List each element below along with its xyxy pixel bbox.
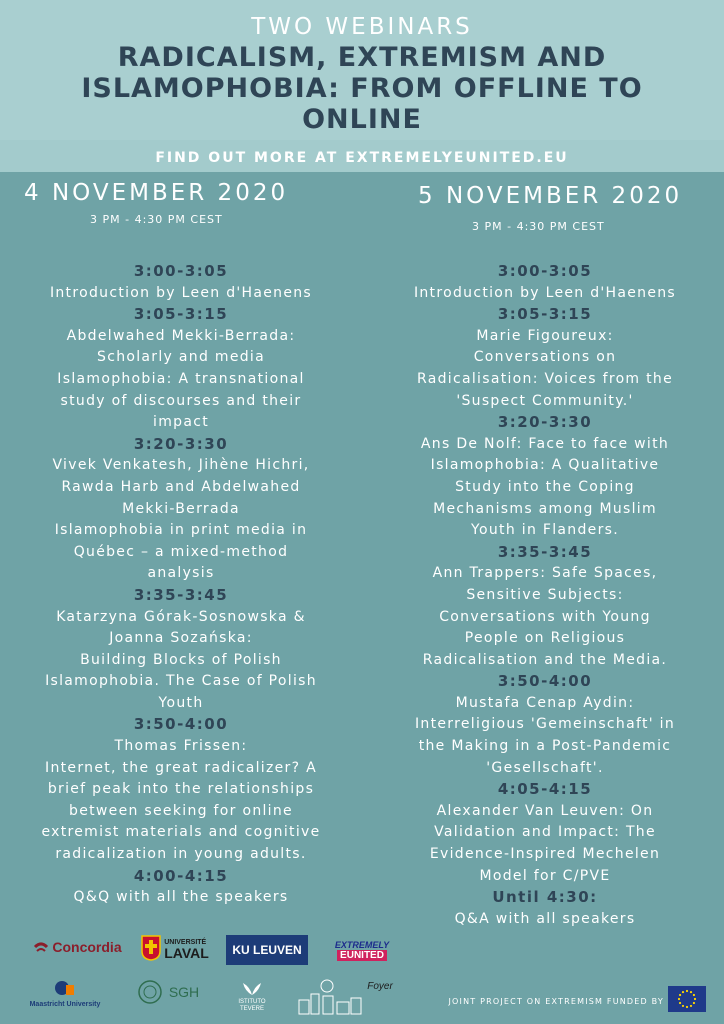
program-item <box>8 434 354 585</box>
program-line: Model for C/PVE <box>479 867 611 884</box>
program-item <box>372 671 718 779</box>
eu-bottom: EUNITED <box>337 950 387 961</box>
concordia-text: Concordia <box>52 939 122 955</box>
concordia-logo <box>30 933 125 961</box>
program-line: radicalization in young adults. <box>55 846 307 863</box>
foyer-text: Foyer <box>367 981 393 992</box>
eu-star <box>686 1006 688 1008</box>
program-line: Islamophobia: A Qualitative <box>430 457 660 474</box>
program-time: 4:00-4:15 <box>133 866 229 885</box>
program-line: the Making in a Post-Pandemic <box>418 738 672 755</box>
laval-logo <box>137 931 213 965</box>
program-line: Introduction by Leen d'Haenens <box>413 284 677 301</box>
program-line: Study into the Coping <box>455 478 635 495</box>
program-line: Q&Q with all the speakers <box>73 889 289 906</box>
eu-star <box>693 1002 695 1004</box>
day2-date: 5 NOVEMBER 2020 <box>418 183 683 209</box>
day1-date: 4 NOVEMBER 2020 <box>24 180 289 206</box>
eu-star <box>693 994 695 996</box>
day1-time-wrap <box>90 213 223 226</box>
program-line: Sensitive Subjects: <box>466 586 624 603</box>
program-time: 3:00-3:05 <box>497 262 593 280</box>
maastricht-logo <box>20 971 110 1015</box>
program-line: Vivek Venkatesh, Jihène Hichri, <box>52 457 310 474</box>
ku-leuven-logo <box>226 935 308 965</box>
concordia-icon <box>33 939 49 955</box>
eu-star <box>690 991 692 993</box>
maastricht-icon <box>55 979 75 997</box>
program-time: Until 4:30: <box>492 888 598 907</box>
title-line: ONLINE <box>302 104 422 135</box>
program-time: 4:05-4:15 <box>497 780 593 799</box>
program-line: Conversations with Young <box>439 608 651 625</box>
program-line: Alexander Van Leuven: On <box>436 802 654 819</box>
laval-top: UNIVERSITÉ <box>164 939 207 946</box>
program-time: 3:50-4:00 <box>133 715 229 734</box>
program-time: 3:20-3:30 <box>497 413 593 432</box>
program-line: Ans De Nolf: Face to face with <box>420 435 670 452</box>
program-line: Thomas Frissen: <box>114 738 248 755</box>
program-line: Joanna Sozańska: <box>109 630 253 647</box>
program-line: Rawda Harb and Abdelwahed <box>61 478 301 495</box>
sgh-logo <box>132 977 204 1007</box>
program-line: Radicalisation and the Media. <box>422 651 668 668</box>
program-line: Québec – a mixed-method <box>73 543 289 560</box>
program-line: Islamophobia in print media in <box>54 522 308 539</box>
program-line: Internet, the great radicalizer? A <box>45 759 317 776</box>
laval-bottom: LAVAL <box>164 945 209 961</box>
program-item <box>372 887 718 930</box>
program-time: 3:35-3:45 <box>497 542 593 561</box>
program-time: 3:05-3:15 <box>133 305 229 324</box>
eu-star <box>679 994 681 996</box>
sgh-seal-icon <box>137 979 163 1005</box>
ku-leuven-text: KU LEUVEN <box>232 943 302 957</box>
program-line: Ann Trappers: Safe Spaces, <box>432 565 658 582</box>
kicker: TWO WEBINARS <box>251 14 473 40</box>
program-item <box>8 261 354 304</box>
foyer-logo <box>290 977 400 1017</box>
eu-star <box>686 990 688 992</box>
program-line: Youth <box>158 694 204 711</box>
program-line: Marie Figoureux: <box>476 327 614 344</box>
day1-header <box>24 180 288 206</box>
program-item <box>8 714 354 865</box>
program-item <box>372 261 718 304</box>
program-time: 3:35-3:45 <box>133 585 229 604</box>
program-line: brief peak into the relationships <box>47 781 315 798</box>
laval-crest-icon <box>141 935 161 961</box>
eu-star <box>690 1005 692 1007</box>
program-line: Mustafa Cenap Aydin: <box>455 694 635 711</box>
program-line: Introduction by Leen d'Haenens <box>49 284 313 301</box>
program-line: Mekki-Berrada <box>122 500 240 517</box>
day1-program <box>8 261 354 909</box>
program-line: Islamophobia. The Case of Polish <box>45 673 317 690</box>
program-item <box>372 542 718 672</box>
eu-top: EXTREMELY <box>334 939 390 950</box>
eu-flag-icon <box>668 986 706 1012</box>
program-line: study of discourses and their <box>60 392 302 409</box>
day1-time: 3 PM - 4:30 PM CEST <box>90 213 223 226</box>
maastricht-text: Maastricht University <box>29 1000 101 1008</box>
program-time: 3:50-4:00 <box>497 672 593 691</box>
program-line: Interreligious 'Gemeinschaft' in <box>414 716 675 733</box>
program-line: Building Blocks of Polish <box>80 651 282 668</box>
program-line: between seeking for online <box>69 802 293 819</box>
eu-stars-icon <box>668 986 706 1012</box>
day2-time-wrap <box>472 220 605 233</box>
program-line: Validation and Impact: The <box>434 824 656 841</box>
eu-star <box>679 1002 681 1004</box>
eu-star <box>694 998 696 1000</box>
footer-note: JOINT PROJECT ON EXTREMISM FUNDED BY <box>448 997 664 1006</box>
program-line: Katarzyna Górak-Sosnowska & <box>56 608 306 625</box>
program-line: Evidence-Inspired Mechelen <box>429 846 661 863</box>
program-line: analysis <box>147 565 215 582</box>
eu-star <box>682 1005 684 1007</box>
partner-logos <box>0 925 724 1024</box>
title-line: ISLAMOPHOBIA: FROM OFFLINE TO <box>81 73 643 104</box>
extremely-eunited-logo <box>322 935 402 965</box>
program-line: Mechanisms among Muslim <box>433 500 657 517</box>
program-line: Abdelwahed Mekki-Berrada: <box>66 327 296 344</box>
program-time: 3:00-3:05 <box>133 262 229 280</box>
eu-star <box>678 998 680 1000</box>
day2-time: 3 PM - 4:30 PM CEST <box>472 220 605 233</box>
sgh-text: SGH <box>168 984 200 1000</box>
program-line: Radicalisation: Voices from the <box>417 370 673 387</box>
eu-star <box>682 991 684 993</box>
program-line: People on Religious <box>464 630 626 647</box>
program-line: 'Gesellschaft'. <box>486 759 604 776</box>
find-out-link[interactable]: FIND OUT MORE AT EXTREMELYEUNITED.EU <box>155 150 569 166</box>
program-item <box>372 304 718 412</box>
program-item <box>8 866 354 909</box>
program-item <box>8 585 354 715</box>
day2-program <box>372 261 718 930</box>
program-line: Scholarly and media <box>97 349 265 366</box>
program-line: Youth in Flanders. <box>471 522 619 539</box>
foyer-skyline-icon <box>297 978 365 1016</box>
program-time: 3:20-3:30 <box>133 434 229 453</box>
program-line: 'Suspect Community.' <box>456 392 634 409</box>
page-title <box>40 42 684 135</box>
program-item <box>372 412 718 542</box>
program-line: Conversations on <box>473 349 617 366</box>
program-item <box>8 304 354 434</box>
program-line: impact <box>153 414 209 431</box>
tevere-text: ISTITUTO TEVERE <box>238 999 266 1012</box>
title-line: RADICALISM, EXTREMISM AND <box>117 42 607 73</box>
program-line: extremist materials and cognitive <box>41 824 321 841</box>
program-line: Q&A with all speakers <box>454 910 636 927</box>
tevere-icon <box>241 981 263 997</box>
istituto-tevere-logo <box>222 975 282 1019</box>
program-time: 3:05-3:15 <box>497 305 593 324</box>
day2-header <box>418 183 682 209</box>
program-item <box>372 779 718 887</box>
program-line: Islamophobia: A transnational <box>57 370 305 387</box>
